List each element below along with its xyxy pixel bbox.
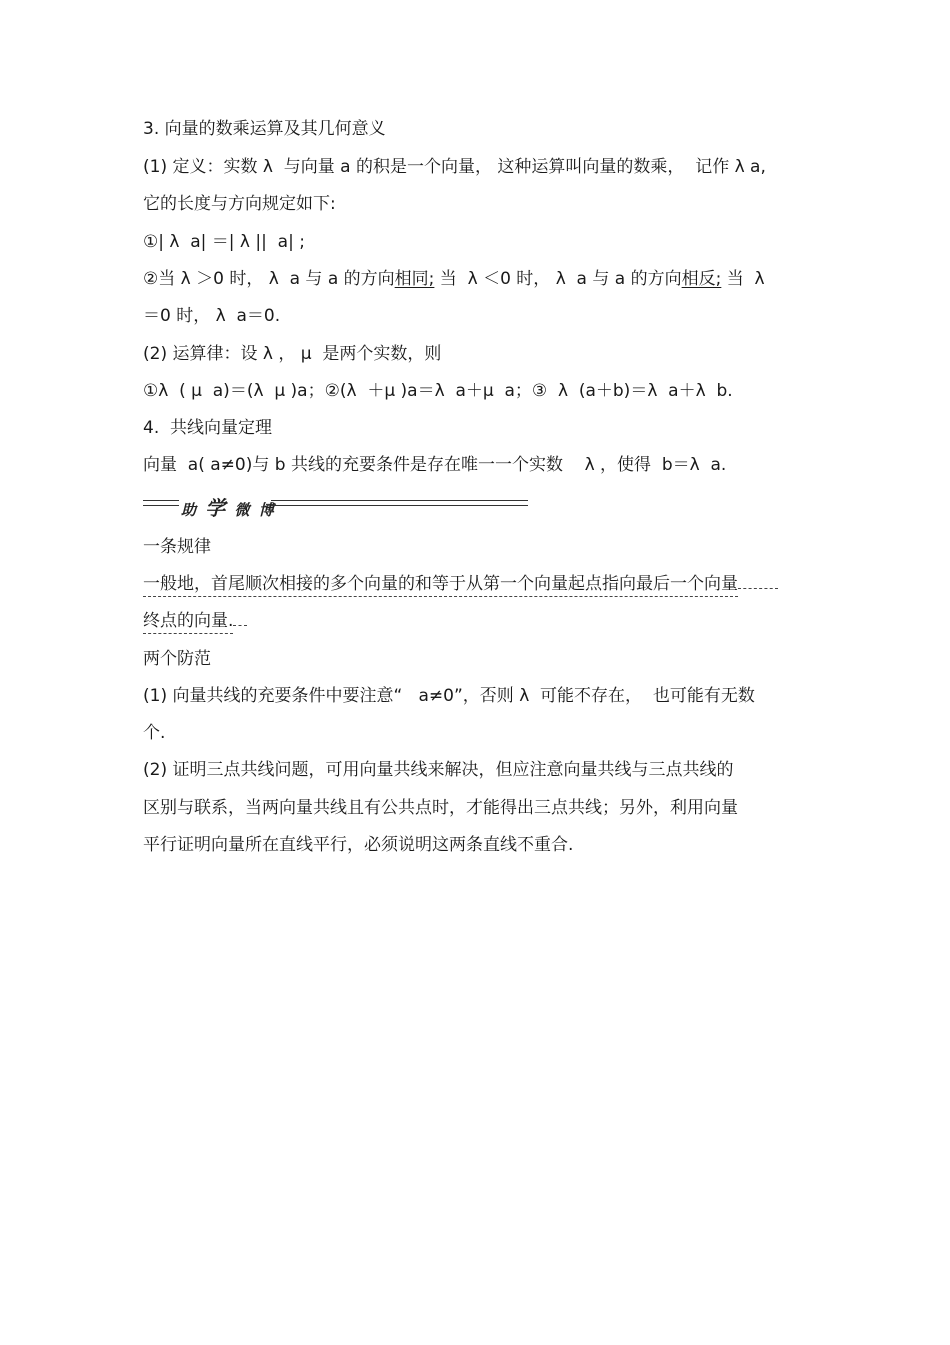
guard-2-line-1: (2) 证明三点共线问题，可用向量共线来解决，但应注意向量共线与三点共线的 xyxy=(143,760,734,780)
section4-heading: 4. 共线向量定理 xyxy=(143,418,273,438)
banner-char-1: 助 xyxy=(181,501,199,519)
banner-rule-right-thin xyxy=(271,505,528,506)
rule-direction xyxy=(143,268,765,290)
banner-rule-left xyxy=(143,500,179,501)
opposite-direction-term: 相反; xyxy=(681,269,722,289)
collinear-theorem: 向量 a( a≠0)与 b 共线的充要条件是存在唯一一个实数 λ ，使得 b＝λ a. xyxy=(143,455,727,475)
rule-direction-part-c: 当 λ xyxy=(721,269,765,289)
rule-section-title: 一条规律 xyxy=(143,537,211,557)
banner-rule-left-thin xyxy=(143,505,179,506)
rule-length: ①| λ a| ＝| λ || a| ; xyxy=(143,232,305,252)
banner-char-2: 学 xyxy=(205,496,228,520)
operation-law-formulas: ①λ ( μ a)＝(λ μ )a；②(λ ＋μ )a＝λ a＋μ a；③ λ (a＋b)＝λ a＋λ b. xyxy=(143,381,733,401)
same-direction-term: 相同; xyxy=(394,269,435,289)
rule-text-line-1 xyxy=(143,573,778,595)
guard-2-line-3: 平行证明向量所在直线平行，必须说明这两条直线不重合. xyxy=(143,835,574,855)
operation-law-title: (2) 运算律：设 λ ， μ 是两个实数，则 xyxy=(143,344,442,364)
rule-text-dotted-tail xyxy=(738,586,778,589)
rule-text-line-1-content: 一般地，首尾顺次相接的多个向量的和等于从第一个向量起点指向最后一个向量 xyxy=(143,574,738,597)
banner-char-4: 博 xyxy=(258,501,276,519)
rule-text-line-2 xyxy=(143,610,247,632)
banner-char-3: 微 xyxy=(234,501,252,519)
guard-section-title: 两个防范 xyxy=(143,649,211,669)
guard-2-line-2: 区别与联系，当两向量共线且有公共点时，才能得出三点共线；另外，利用向量 xyxy=(143,798,738,818)
guard-1-line-2: 个. xyxy=(143,723,166,743)
rule-text-line-2-content: 终点的向量. xyxy=(143,611,233,634)
rule-direction-part-b: 当 λ ＜0 时， λ a 与 a 的方向 xyxy=(434,269,682,289)
banner-title xyxy=(181,492,276,521)
section3-heading: 3. 向量的数乘运算及其几何意义 xyxy=(143,119,386,139)
rule-direction-part-a: ②当 λ ＞0 时， λ a 与 a 的方向 xyxy=(143,269,395,289)
banner-rule-right xyxy=(271,500,528,501)
definition-line-1: (1) 定义：实数 λ 与向量 a 的积是一个向量， 这种运算叫向量的数乘， 记作 λ a, xyxy=(143,157,766,177)
study-tips-banner xyxy=(143,494,528,518)
definition-line-2: 它的长度与方向规定如下: xyxy=(143,194,336,214)
rule-text-line-2-tail xyxy=(233,623,247,626)
rule-direction-line-2: ＝0 时， λ a＝0. xyxy=(143,306,281,326)
guard-1-line-1: (1) 向量共线的充要条件中要注意“ a≠0”，否则 λ 可能不存在， 也可能有无数 xyxy=(143,686,755,706)
